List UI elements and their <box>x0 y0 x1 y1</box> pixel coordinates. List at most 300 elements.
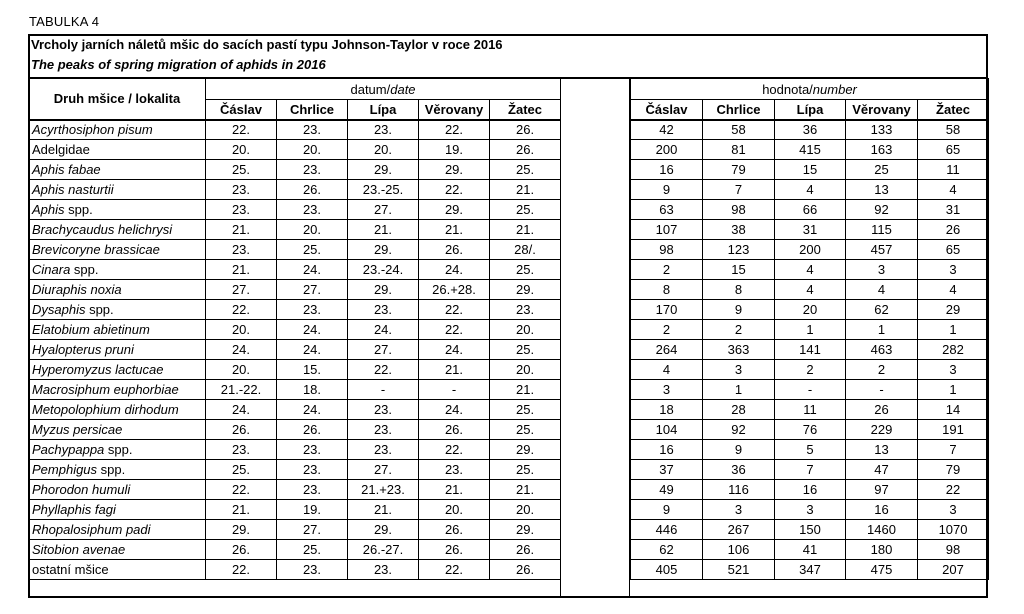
species-name: Aphis nasturtii <box>32 182 114 197</box>
value-cell: 62 <box>846 300 918 320</box>
species-name-cell <box>29 160 206 180</box>
date-cell: 21. <box>348 500 419 520</box>
value-cell: 457 <box>846 240 918 260</box>
date-cell: 23. <box>348 440 419 460</box>
value-cell: 92 <box>703 420 775 440</box>
table-row <box>29 420 561 440</box>
date-cell: 24. <box>277 260 348 280</box>
value-cell: 267 <box>703 520 775 540</box>
table-row <box>29 400 561 420</box>
date-cell: 23. <box>277 560 348 580</box>
species-name-cell <box>29 180 206 200</box>
table-row <box>29 480 561 500</box>
table-row <box>29 240 561 260</box>
date-cell: 23. <box>277 200 348 220</box>
date-cell: 23. <box>277 160 348 180</box>
table-row <box>631 500 989 520</box>
date-cell: 29. <box>419 200 490 220</box>
value-cell: 16 <box>775 480 846 500</box>
value-cell: 63 <box>631 200 703 220</box>
table-row <box>29 260 561 280</box>
table-row <box>29 320 561 340</box>
value-cell: 170 <box>631 300 703 320</box>
date-group-header <box>206 79 561 100</box>
value-cell: 81 <box>703 140 775 160</box>
value-cell: 58 <box>703 120 775 140</box>
value-cell: 115 <box>846 220 918 240</box>
value-cell: 7 <box>703 180 775 200</box>
value-cell: 97 <box>846 480 918 500</box>
date-cell: 26. <box>277 420 348 440</box>
table-row <box>631 260 989 280</box>
value-cell: 104 <box>631 420 703 440</box>
date-location-header: Lípa <box>348 100 419 120</box>
date-cell: 24. <box>277 400 348 420</box>
date-cell: 29. <box>490 440 561 460</box>
table-row <box>631 540 989 560</box>
value-cell: 31 <box>918 200 989 220</box>
date-cell: 26. <box>419 240 490 260</box>
species-name-cell <box>29 540 206 560</box>
value-cell: 15 <box>703 260 775 280</box>
date-cell: 22. <box>206 300 277 320</box>
species-name: Metopolophium dirhodum <box>32 402 179 417</box>
species-name: Phyllaphis fagi <box>32 502 116 517</box>
date-cell: 20. <box>490 360 561 380</box>
date-cell: 23. <box>206 180 277 200</box>
date-cell: 23. <box>277 300 348 320</box>
date-cell: 27. <box>348 340 419 360</box>
value-cell: 446 <box>631 520 703 540</box>
table-row <box>631 360 989 380</box>
date-cell: 21. <box>490 480 561 500</box>
date-cell: 25. <box>490 340 561 360</box>
date-cell: 21. <box>419 220 490 240</box>
value-cell: 25 <box>846 160 918 180</box>
table-row <box>631 120 989 140</box>
table-row <box>29 520 561 540</box>
date-cell: 18. <box>277 380 348 400</box>
date-cell: 27. <box>277 520 348 540</box>
date-cell: 25. <box>277 540 348 560</box>
date-cell: 26. <box>490 560 561 580</box>
species-name-cell <box>29 340 206 360</box>
value-cell: 1070 <box>918 520 989 540</box>
table-row <box>631 520 989 540</box>
value-cell: 229 <box>846 420 918 440</box>
species-name: Brevicoryne brassicae <box>32 242 160 257</box>
species-name-cell <box>29 120 206 140</box>
date-cell: 21. <box>206 260 277 280</box>
date-cell: 26. <box>206 420 277 440</box>
species-name: Elatobium abietinum <box>32 322 150 337</box>
table-label: TABULKA 4 <box>29 14 100 29</box>
value-cell: 4 <box>846 280 918 300</box>
date-cell: 24. <box>277 320 348 340</box>
value-cell: 363 <box>703 340 775 360</box>
date-cell: 26. <box>490 120 561 140</box>
value-cell: 2 <box>775 360 846 380</box>
table-row <box>29 220 561 240</box>
value-cell: 4 <box>775 280 846 300</box>
species-name-cell <box>29 220 206 240</box>
date-cell: 26.-27. <box>348 540 419 560</box>
date-cell: 22. <box>206 560 277 580</box>
value-cell: 3 <box>918 360 989 380</box>
date-cell: 21.+23. <box>348 480 419 500</box>
date-cell: 22. <box>419 440 490 460</box>
value-cell: 264 <box>631 340 703 360</box>
date-cell: 23. <box>348 400 419 420</box>
species-name: Cinara <box>32 262 71 277</box>
value-cell: 106 <box>703 540 775 560</box>
species-name: Hyalopterus pruni <box>32 342 134 357</box>
species-column-header: Druh mšice / lokalita <box>29 79 206 120</box>
value-location-header: Chrlice <box>703 100 775 120</box>
date-group-label-en: date <box>390 81 416 97</box>
table-row <box>631 220 989 240</box>
value-cell: 79 <box>703 160 775 180</box>
date-cell: 22. <box>348 360 419 380</box>
date-cell: 25. <box>490 460 561 480</box>
value-cell: 3 <box>846 260 918 280</box>
table-row <box>29 460 561 480</box>
date-cell: 25. <box>277 240 348 260</box>
date-cell: 24. <box>419 260 490 280</box>
date-cell: 27. <box>348 460 419 480</box>
value-cell: 3 <box>918 260 989 280</box>
date-cell: 27. <box>277 280 348 300</box>
species-name: Diuraphis noxia <box>32 282 122 297</box>
table-row <box>631 140 989 160</box>
date-cell: 19. <box>277 500 348 520</box>
species-name: Hyperomyzus lactucae <box>32 362 164 377</box>
value-cell: 76 <box>775 420 846 440</box>
date-location-header: Čáslav <box>206 100 277 120</box>
date-cell: 27. <box>206 280 277 300</box>
date-cell: 26. <box>419 520 490 540</box>
date-cell: 26. <box>277 180 348 200</box>
date-cell: 20. <box>206 140 277 160</box>
species-name: Phorodon humuli <box>32 482 131 497</box>
date-cell: 22. <box>206 480 277 500</box>
value-cell: 16 <box>631 440 703 460</box>
date-cell: 22. <box>419 300 490 320</box>
date-cell: 23. <box>348 420 419 440</box>
species-name-suffix: Adelgidae <box>32 142 90 157</box>
values-table <box>630 78 989 580</box>
value-cell: 163 <box>846 140 918 160</box>
value-cell: 463 <box>846 340 918 360</box>
table-row <box>29 200 561 220</box>
gap-column <box>560 78 630 598</box>
species-name-suffix: spp. <box>64 202 93 217</box>
value-cell: 13 <box>846 440 918 460</box>
date-cell: 24. <box>419 400 490 420</box>
value-cell: 79 <box>918 460 989 480</box>
date-cell: 21. <box>206 220 277 240</box>
date-cell: 25. <box>490 420 561 440</box>
value-location-header: Věrovany <box>846 100 918 120</box>
species-name-suffix: spp. <box>70 262 99 277</box>
date-cell: 21. <box>490 380 561 400</box>
table-row <box>29 540 561 560</box>
value-cell: 66 <box>775 200 846 220</box>
date-cell: 20. <box>348 140 419 160</box>
table-row <box>29 300 561 320</box>
value-cell: 31 <box>775 220 846 240</box>
date-cell: 25. <box>490 260 561 280</box>
species-name: Sitobion avenae <box>32 542 126 557</box>
date-cell: 23. <box>206 240 277 260</box>
value-cell: 1 <box>775 320 846 340</box>
date-cell: 29. <box>206 520 277 540</box>
species-name-cell <box>29 300 206 320</box>
value-cell: 49 <box>631 480 703 500</box>
table-row <box>29 280 561 300</box>
species-name-cell <box>29 440 206 460</box>
date-cell: 19. <box>419 140 490 160</box>
value-cell: 3 <box>631 380 703 400</box>
date-cell: 29. <box>348 280 419 300</box>
value-cell: 282 <box>918 340 989 360</box>
species-name-suffix: spp. <box>104 442 133 457</box>
value-cell: 1 <box>918 380 989 400</box>
value-cell: 1 <box>918 320 989 340</box>
date-cell: - <box>419 380 490 400</box>
table-row <box>29 560 561 580</box>
species-name-cell <box>29 520 206 540</box>
date-cell: 20. <box>277 220 348 240</box>
date-cell: 20. <box>277 140 348 160</box>
table-row <box>29 360 561 380</box>
species-name: Pachypappa <box>32 442 105 457</box>
species-name-cell <box>29 200 206 220</box>
table-row <box>631 460 989 480</box>
species-name-cell <box>29 560 206 580</box>
value-cell: 26 <box>846 400 918 420</box>
date-cell: 22. <box>206 120 277 140</box>
value-cell: 415 <box>775 140 846 160</box>
species-name-cell <box>29 420 206 440</box>
date-cell: 15. <box>277 360 348 380</box>
table-title-czech: Vrcholy jarních náletů mšic do sacích pastí typu Johnson-Taylor v roce 2016 <box>31 37 503 52</box>
value-location-header: Čáslav <box>631 100 703 120</box>
species-name-cell <box>29 280 206 300</box>
value-cell: 1 <box>703 380 775 400</box>
species-name: Aphis fabae <box>32 162 101 177</box>
value-cell: 5 <box>775 440 846 460</box>
value-cell: 65 <box>918 140 989 160</box>
value-cell: 14 <box>918 400 989 420</box>
value-cell: 58 <box>918 120 989 140</box>
value-cell: 116 <box>703 480 775 500</box>
date-cell: 21. <box>490 220 561 240</box>
value-cell: 191 <box>918 420 989 440</box>
date-cell: 21. <box>419 480 490 500</box>
table-row <box>631 420 989 440</box>
value-cell: 11 <box>775 400 846 420</box>
value-cell: 9 <box>631 180 703 200</box>
value-cell: 29 <box>918 300 989 320</box>
date-cell: 23. <box>419 460 490 480</box>
value-cell: 92 <box>846 200 918 220</box>
value-cell: 47 <box>846 460 918 480</box>
table-row <box>29 380 561 400</box>
species-name-suffix: spp. <box>97 462 126 477</box>
table-row <box>29 500 561 520</box>
table-row <box>631 340 989 360</box>
date-cell: 29. <box>419 160 490 180</box>
value-cell: 36 <box>775 120 846 140</box>
date-cell: 23. <box>348 300 419 320</box>
date-cell: 24. <box>206 340 277 360</box>
date-cell: 26. <box>490 140 561 160</box>
species-name-cell <box>29 320 206 340</box>
value-cell: 200 <box>775 240 846 260</box>
date-cell: 20. <box>490 320 561 340</box>
species-name-cell <box>29 480 206 500</box>
date-cell: 23. <box>277 120 348 140</box>
value-cell: 150 <box>775 520 846 540</box>
date-cell: 26. <box>419 540 490 560</box>
value-cell: 22 <box>918 480 989 500</box>
value-cell: 405 <box>631 560 703 580</box>
table-row <box>29 160 561 180</box>
value-cell: 9 <box>631 500 703 520</box>
table-row <box>631 480 989 500</box>
date-cell: 20. <box>419 500 490 520</box>
value-cell: 107 <box>631 220 703 240</box>
date-cell: 23. <box>277 480 348 500</box>
value-cell: 4 <box>918 180 989 200</box>
date-cell: 20. <box>206 320 277 340</box>
value-cell: - <box>846 380 918 400</box>
table-row <box>631 280 989 300</box>
value-cell: 16 <box>846 500 918 520</box>
value-cell: 3 <box>775 500 846 520</box>
value-cell: 3 <box>918 500 989 520</box>
date-location-header: Věrovany <box>419 100 490 120</box>
species-name: Rhopalosiphum padi <box>32 522 151 537</box>
value-cell: 36 <box>703 460 775 480</box>
date-cell: 25. <box>490 200 561 220</box>
value-location-header: Lípa <box>775 100 846 120</box>
table-row <box>631 300 989 320</box>
date-cell: 25. <box>490 400 561 420</box>
date-cell: 24. <box>348 320 419 340</box>
value-cell: 347 <box>775 560 846 580</box>
date-cell: 20. <box>490 500 561 520</box>
species-name: Macrosiphum euphorbiae <box>32 382 179 397</box>
value-cell: 11 <box>918 160 989 180</box>
date-cell: 22. <box>419 560 490 580</box>
value-cell: 20 <box>775 300 846 320</box>
value-cell: 16 <box>631 160 703 180</box>
value-cell: 4 <box>918 280 989 300</box>
value-cell: 7 <box>775 460 846 480</box>
value-cell: 2 <box>703 320 775 340</box>
species-name-cell <box>29 400 206 420</box>
value-cell: 18 <box>631 400 703 420</box>
value-cell: 3 <box>703 500 775 520</box>
date-cell: 29. <box>348 240 419 260</box>
date-cell: 21. <box>348 220 419 240</box>
table-row <box>631 400 989 420</box>
value-cell: 4 <box>775 260 846 280</box>
species-name: Dysaphis <box>32 302 86 317</box>
date-cell: 29. <box>348 520 419 540</box>
value-cell: 2 <box>631 260 703 280</box>
date-cell: 23. <box>348 120 419 140</box>
value-cell: 7 <box>918 440 989 460</box>
date-location-header: Chrlice <box>277 100 348 120</box>
date-cell: 22. <box>419 180 490 200</box>
species-name-cell <box>29 500 206 520</box>
date-cell: 23. <box>206 440 277 460</box>
value-cell: 13 <box>846 180 918 200</box>
value-cell: 475 <box>846 560 918 580</box>
value-group-label-cz: hodnota/ <box>762 81 813 97</box>
value-cell: 1460 <box>846 520 918 540</box>
value-cell: 180 <box>846 540 918 560</box>
date-cell: 23. <box>490 300 561 320</box>
date-cell: 24. <box>206 400 277 420</box>
value-cell: 521 <box>703 560 775 580</box>
table-row <box>631 560 989 580</box>
value-cell: 26 <box>918 220 989 240</box>
value-cell: 9 <box>703 440 775 460</box>
date-cell: 25. <box>490 160 561 180</box>
table-row <box>29 340 561 360</box>
value-cell: 2 <box>631 320 703 340</box>
date-cell: 24. <box>277 340 348 360</box>
date-cell: 23.-24. <box>348 260 419 280</box>
value-cell: 37 <box>631 460 703 480</box>
date-cell: 21. <box>490 180 561 200</box>
species-name: Pemphigus <box>32 462 98 477</box>
date-cell: 24. <box>419 340 490 360</box>
date-cell: 21. <box>419 360 490 380</box>
species-name: Brachycaudus helichrysi <box>32 222 173 237</box>
value-cell: 41 <box>775 540 846 560</box>
date-cell: 22. <box>419 320 490 340</box>
date-cell: 23. <box>277 460 348 480</box>
species-name: Myzus persicae <box>32 422 123 437</box>
species-name-cell <box>29 140 206 160</box>
species-name-cell <box>29 240 206 260</box>
value-cell: 9 <box>703 300 775 320</box>
date-cell: 23. <box>206 200 277 220</box>
table-row <box>631 180 989 200</box>
value-group-header <box>631 79 989 100</box>
date-cell: 28/. <box>490 240 561 260</box>
date-cell: 23.-25. <box>348 180 419 200</box>
table-row <box>631 320 989 340</box>
species-name-suffix: spp. <box>85 302 114 317</box>
species-name-cell <box>29 380 206 400</box>
value-cell: 15 <box>775 160 846 180</box>
value-cell: 98 <box>703 200 775 220</box>
date-cell: 26.+28. <box>419 280 490 300</box>
table-row <box>631 380 989 400</box>
table-row <box>631 440 989 460</box>
date-cell: 29. <box>348 160 419 180</box>
table-row <box>29 440 561 460</box>
date-cell: 26. <box>206 540 277 560</box>
date-cell: 23. <box>277 440 348 460</box>
value-cell: 133 <box>846 120 918 140</box>
